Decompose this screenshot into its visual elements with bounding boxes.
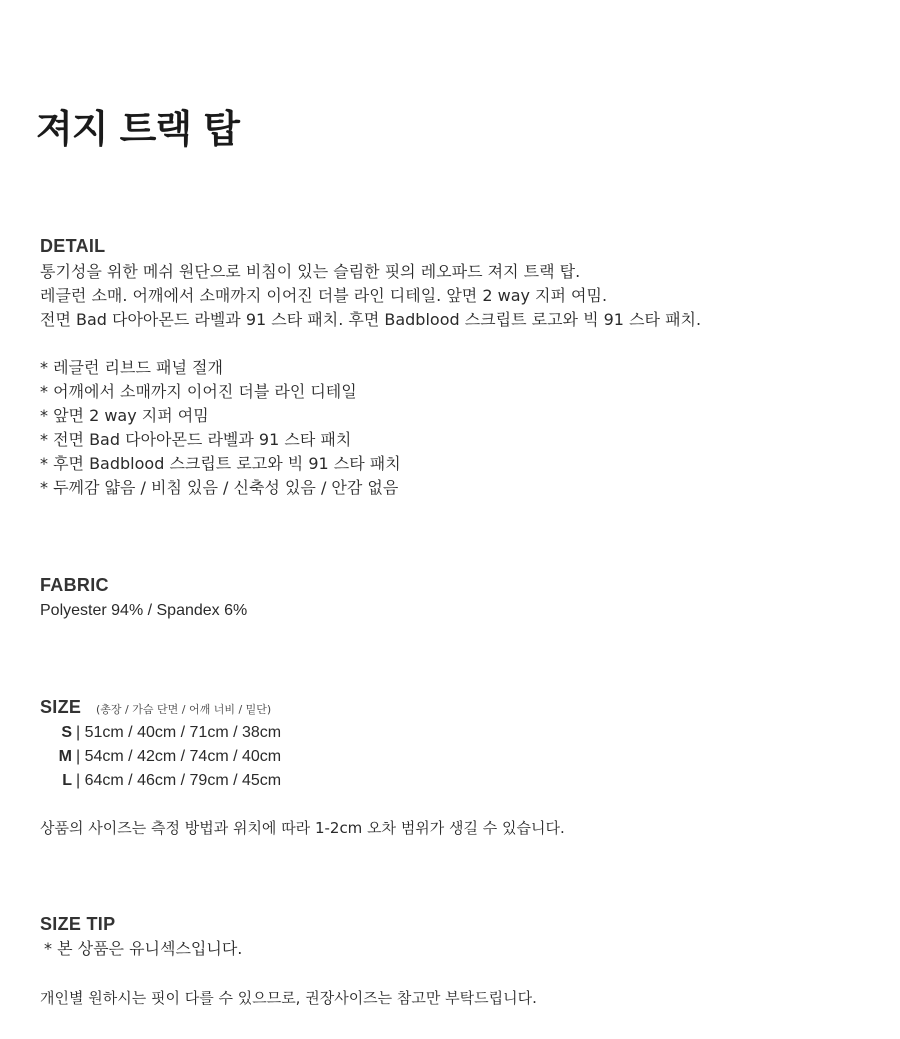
size-tip-heading: SIZE TIP: [40, 914, 116, 934]
detail-bullet: * 앞면 2 way 지퍼 여밈: [40, 406, 209, 425]
size-tip-advice: 개인별 원하시는 핏이 다를 수 있으므로, 권장사이즈는 참고만 부탁드립니다.: [40, 989, 537, 1007]
detail-heading: DETAIL: [40, 236, 106, 256]
detail-bullet: * 레글런 리브드 패널 절개: [40, 358, 223, 377]
size-values: | 64cm / 46cm / 79cm / 45cm: [76, 772, 282, 789]
detail-paragraph-line: 전면 Bad 다아아몬드 라벨과 91 스타 패치. 후면 Badblood 스크립트 로고와 빅 91 스타 패치.: [40, 310, 702, 329]
detail-bullet: * 전면 Bad 다아아몬드 라벨과 91 스타 패치: [40, 430, 352, 449]
size-disclaimer: 상품의 사이즈는 측정 방법과 위치에 따라 1-2cm 오차 범위가 생길 수 있습니다.: [40, 819, 565, 837]
size-label: L: [62, 772, 72, 789]
size-values: | 51cm / 40cm / 71cm / 38cm: [76, 724, 282, 741]
detail-paragraph-line: 레글런 소매. 어깨에서 소매까지 이어진 더블 라인 디테일. 앞면 2 way 지퍼 여밈.: [40, 286, 608, 305]
size-measure-note: (총장 / 가슴 단면 / 어깨 너비 / 밑단): [96, 703, 272, 716]
size-row: [40, 721, 340, 745]
detail-bullet: * 어깨에서 소매까지 이어진 더블 라인 디테일: [40, 382, 357, 401]
fabric-heading: FABRIC: [40, 575, 109, 595]
size-tip-unisex: * 본 상품은 유니섹스입니다.: [44, 939, 243, 958]
size-values: | 54cm / 42cm / 74cm / 40cm: [76, 748, 282, 765]
product-title: 져지 트랙 탑: [36, 107, 239, 151]
fabric-composition: Polyester 94% / Spandex 6%: [40, 602, 248, 619]
detail-paragraph-line: 통기성을 위한 메쉬 원단으로 비침이 있는 슬림한 핏의 레오파드 져지 트랙 탑.: [40, 262, 581, 281]
size-label: M: [58, 748, 72, 765]
size-heading: SIZE: [40, 697, 82, 717]
detail-bullet: * 후면 Badblood 스크립트 로고와 빅 91 스타 패치: [40, 454, 401, 473]
size-row: [40, 769, 340, 793]
detail-bullet: * 두께감 얇음 / 비침 있음 / 신축성 있음 / 안감 없음: [40, 478, 399, 497]
size-row: [40, 745, 340, 769]
size-label: S: [61, 724, 72, 741]
